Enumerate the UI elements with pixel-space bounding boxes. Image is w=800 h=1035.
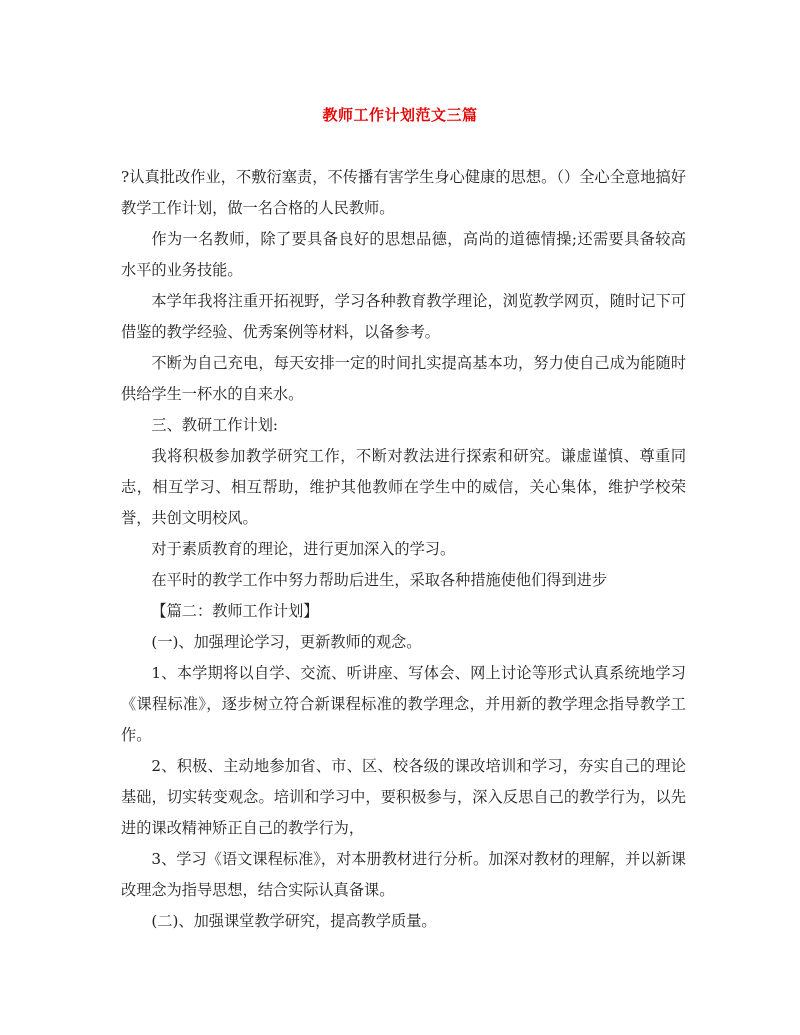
paragraph: 我将积极参加教学研究工作，不断对教法进行探索和研究。谦虚谨慎、尊重同志，相互学习、相互帮助，维护其他教师在学生中的威信，关心集体，维护学校荣誉，共创文明校风。	[121, 447, 686, 527]
paragraph: 对于素质教育的理论，进行更加深入的学习。	[151, 540, 456, 558]
section-heading: 三、教研工作计划:	[151, 416, 279, 434]
document-body	[121, 162, 686, 937]
section-heading: 【篇二：教师工作计划】	[151, 602, 319, 620]
section-heading: (一)、加强理论学习，更新教师的观念。	[151, 633, 422, 651]
paragraph: ?认真批改作业，不敷衍塞责，不传播有害学生身心健康的思想。（）全心全意地搞好教学工作计划，做一名合格的人民教师。	[121, 168, 686, 217]
paragraph: 不断为自己充电，每天安排一定的时间扎实提高基本功，努力使自己成为能随时供给学生一杯水的自来水。	[121, 354, 686, 403]
document-title: 教师工作计划范文三篇	[322, 106, 478, 124]
paragraph: 本学年我将注重开拓视野，学习各种教育教学理论，浏览教学网页，随时记下可借鉴的教学经验、优秀案例等材料，以备参考。	[121, 292, 686, 341]
paragraph: 作为一名教师，除了要具备良好的思想品德，高尚的道德情操;还需要具备较高水平的业务技能。	[121, 230, 686, 279]
paragraph: 在平时的教学工作中努力帮助后进生，采取各种措施使他们得到进步	[151, 571, 608, 589]
paragraph: 1、本学期将以自学、交流、听讲座、写体会、网上讨论等形式认真系统地学习《课程标准》，逐步树立符合新课程标准的教学理念，并用新的教学理念指导教学工作。	[121, 664, 686, 744]
section-heading: (二)、加强课堂教学研究，提高教学质量。	[151, 912, 437, 930]
paragraph: 3、学习《语文课程标准》，对本册教材进行分析。加深对教材的理解，并以新课改理念为指导思想，结合实际认真备课。	[121, 850, 686, 899]
paragraph: 2、积极、主动地参加省、市、区、校各级的课改培训和学习，夯实自己的理论基础，切实转变观念。培训和学习中，要积极参与，深入反思自己的教学行为，以先进的课改精神矫正自己的教学行为，	[121, 757, 686, 837]
